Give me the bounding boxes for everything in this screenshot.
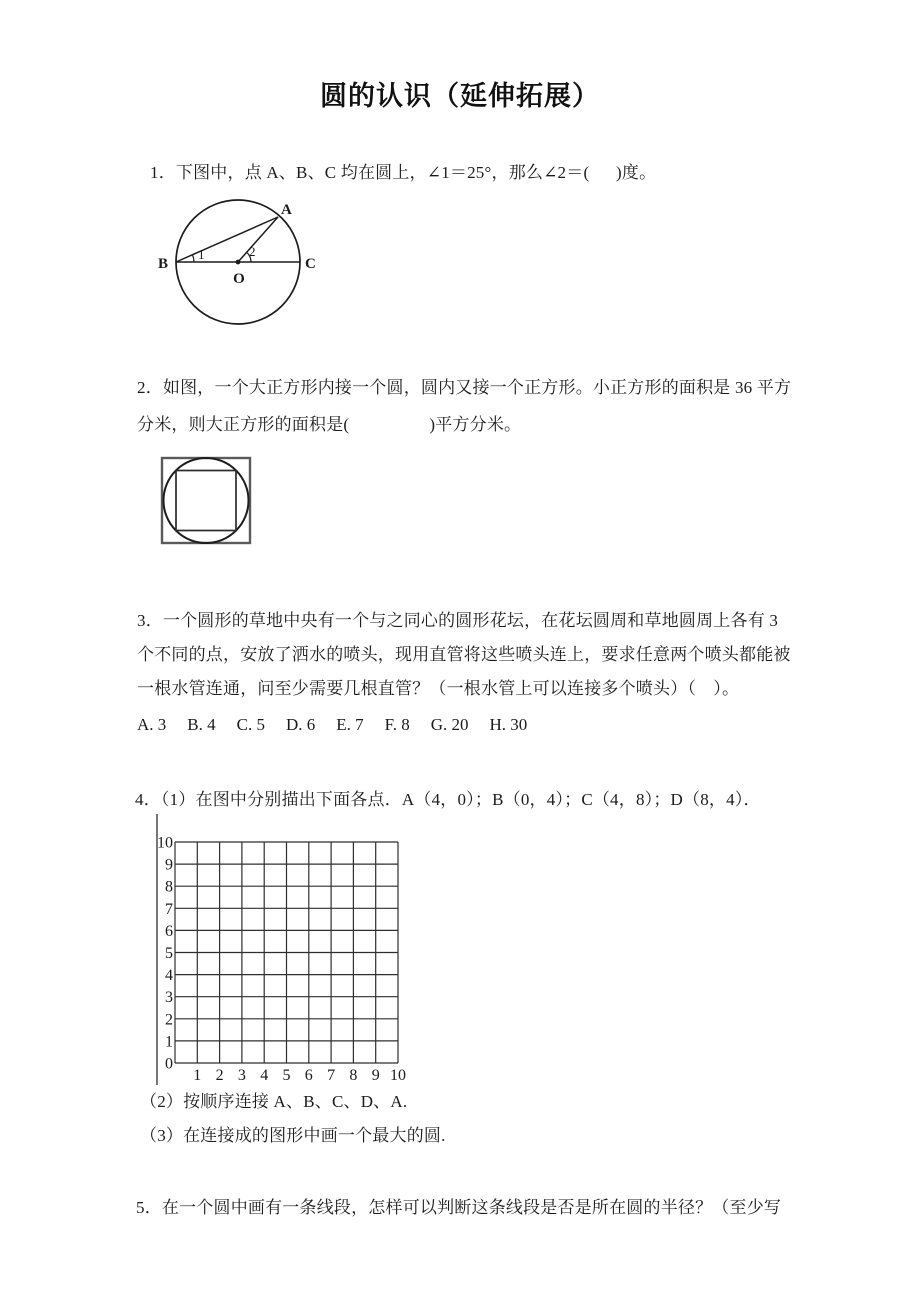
grid-y-label: 9 <box>165 856 173 874</box>
grid-x-label: 1 <box>193 1067 202 1084</box>
option-g: G. 20 <box>430 715 469 734</box>
chord-line-ba <box>176 217 278 262</box>
question-3-line-2: 个不同的点，安放了洒水的喷头，现用直管将这些喷头连上，要求任意两个喷头都能被 <box>137 645 791 664</box>
angle1-arc <box>192 255 194 262</box>
grid-x-label: 3 <box>237 1067 246 1084</box>
angle1-label: 1 <box>198 247 205 262</box>
square-circle-figure <box>158 452 268 556</box>
coordinate-grid <box>145 810 435 1090</box>
question-2-line-2: 分米，则大正方形的面积是( )平方分米。 <box>137 415 522 434</box>
center-point-o <box>236 260 241 265</box>
question-1-text: 1．下图中，点 A、B、C 均在圆上，∠1＝25°，那么∠2＝( )度。 <box>150 163 657 182</box>
option-f: F. 8 <box>384 715 410 734</box>
grid-x-label: 8 <box>349 1067 358 1084</box>
option-d: D. 6 <box>285 715 316 734</box>
option-a: A. 3 <box>137 715 167 734</box>
grid-y-label: 6 <box>165 922 173 940</box>
grid-y-label: 8 <box>165 878 173 896</box>
page-title: 圆的认识（延伸拓展） <box>320 81 600 111</box>
inner-square <box>176 471 236 531</box>
grid-x-label: 2 <box>215 1067 224 1084</box>
question-2-line-1: 2．如图，一个大正方形内接一个圆，圆内又接一个正方形。小正方形的面积是 36 平方 <box>137 378 792 397</box>
question-4-part-2: （2）按顺序连接 A、B、C、D、A. <box>140 1092 408 1111</box>
grid-y-label: 4 <box>165 967 173 985</box>
grid-x-label: 7 <box>327 1067 336 1084</box>
circle-figure <box>148 192 330 342</box>
question-4-part-1: 4．（1）在图中分别描出下面各点．A（4，0）；B（0，4）；C（4，8）；D（8，4）． <box>135 790 761 809</box>
point-label-c: C <box>305 256 316 272</box>
grid-x-label: 9 <box>371 1067 380 1084</box>
option-e: E. 7 <box>336 715 364 734</box>
option-c: C. 5 <box>236 715 265 734</box>
angle2-label: 2 <box>249 244 256 259</box>
question-3-options <box>137 715 527 735</box>
option-h: H. 30 <box>489 715 528 734</box>
grid-y-label: 0 <box>165 1055 173 1073</box>
grid-x-label: 5 <box>282 1067 291 1084</box>
grid-y-label: 5 <box>165 945 173 962</box>
option-b: B. 4 <box>187 715 216 734</box>
point-label-b: B <box>158 256 169 272</box>
question-4-part-3: （3）在连接成的图形中画一个最大的圆. <box>140 1126 446 1145</box>
grid-y-label: 3 <box>165 989 173 1007</box>
grid-x-label: 10 <box>390 1067 406 1084</box>
grid-y-label: 1 <box>165 1033 173 1051</box>
grid-y-label: 2 <box>165 1011 173 1029</box>
grid-x-label: 6 <box>304 1067 313 1084</box>
question-5-text: 5．在一个圆中画有一条线段，怎样可以判断这条线段是否是所在圆的半径？（至少写 <box>136 1198 782 1217</box>
question-3-line-3: 一根水管连通，问至少需要几根直管？（一根水管上可以连接多个喷头）（ ）。 <box>137 679 740 698</box>
grid-y-label: 7 <box>165 900 173 918</box>
point-label-a: A <box>281 202 292 218</box>
question-3-line-1: 3．一个圆形的草地中央有一个与之同心的圆形花坛，在花坛圆周和草地圆周上各有 3 <box>137 611 779 630</box>
grid-x-label: 4 <box>260 1067 269 1084</box>
radius-line-oa <box>238 217 278 262</box>
grid-y-label: 10 <box>157 834 173 852</box>
center-label-o: O <box>233 271 245 287</box>
